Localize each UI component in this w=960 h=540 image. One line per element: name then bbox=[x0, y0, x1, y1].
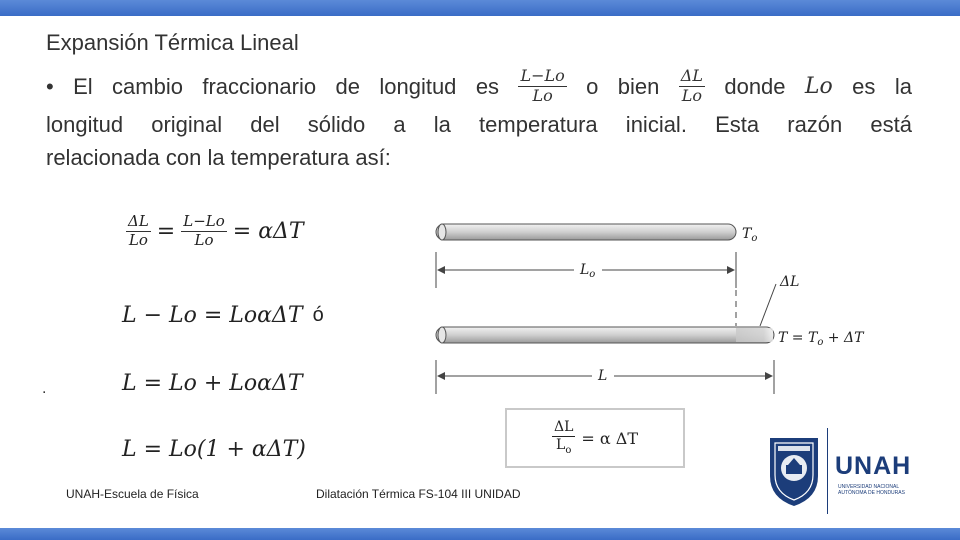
word: El bbox=[73, 73, 93, 99]
word: o bbox=[586, 73, 599, 99]
delta-l-leader bbox=[760, 284, 776, 326]
rod-diagram-svg bbox=[424, 210, 894, 400]
fraction-denominator bbox=[556, 437, 571, 456]
box-den-letter: L bbox=[556, 436, 566, 453]
fraction-denominator: Lo bbox=[532, 85, 553, 105]
word: donde bbox=[724, 73, 786, 99]
paragraph-line-3: relacionada con la temperatura así: bbox=[46, 145, 391, 170]
fraction-denominator: Lo bbox=[681, 85, 702, 105]
fraction-denominator: Lo bbox=[194, 230, 214, 249]
label-delta-l: ΔL bbox=[780, 274, 800, 290]
original-rod bbox=[436, 224, 736, 240]
footer-school: UNAH-Escuela de Física bbox=[66, 487, 199, 501]
equation-final-length: L = Lo + LoαΔT bbox=[122, 371, 303, 396]
university-seal-logo bbox=[766, 432, 822, 513]
word: es bbox=[852, 73, 876, 99]
fraction-delta-l-over-l0 bbox=[679, 65, 705, 105]
bullet: • bbox=[46, 73, 54, 99]
logo-subtitle: UNIVERSIDAD NACIONAL AUTÓNOMA DE HONDURAS bbox=[838, 484, 905, 496]
expanded-rod bbox=[436, 327, 774, 343]
fraction-numerator: ΔL bbox=[128, 212, 149, 230]
box-den-sub: o bbox=[565, 444, 572, 456]
fraction-numerator: ΔL bbox=[553, 419, 574, 435]
fraction-numerator: ΔL bbox=[680, 65, 703, 85]
equals-sign: = bbox=[156, 218, 176, 244]
label-l: L bbox=[598, 368, 608, 384]
slide-title: Expansión Térmica Lineal bbox=[46, 30, 299, 55]
logo-divider bbox=[827, 428, 828, 514]
equation-ratio bbox=[126, 214, 304, 249]
top-accent-bar bbox=[0, 0, 960, 16]
fraction-delta-l bbox=[126, 214, 151, 249]
fraction-fractional-change bbox=[518, 65, 566, 105]
rod-expansion-diagram bbox=[424, 210, 894, 405]
box-fraction bbox=[552, 420, 575, 456]
word: de bbox=[335, 73, 360, 99]
box-rhs: = α ΔT bbox=[581, 428, 639, 448]
variable-l0: Lo bbox=[804, 73, 833, 99]
paragraph-line-1 bbox=[46, 64, 912, 108]
word: fraccionario bbox=[202, 73, 317, 99]
equation-final-length-factored: L = Lo(1 + αΔT) bbox=[122, 437, 306, 462]
label-temperature: $T = T_o + \Delta T$ bbox=[778, 330, 864, 348]
word: la bbox=[894, 73, 912, 99]
equation-text: L − Lo = LoαΔT bbox=[122, 303, 303, 328]
fraction-numerator: L−Lo bbox=[520, 65, 565, 85]
footer-course: Dilatación Térmica FS-104 III UNIDAD bbox=[316, 487, 521, 501]
body-paragraph bbox=[46, 64, 912, 174]
word: es bbox=[475, 73, 500, 99]
logo-unah-wordmark: UNAH bbox=[835, 452, 912, 480]
fraction-denominator: Lo bbox=[128, 230, 148, 249]
word: bien bbox=[617, 73, 660, 99]
fraction-l-minus-l0 bbox=[181, 214, 227, 249]
expansion-segment bbox=[736, 328, 773, 342]
fraction-numerator: L−Lo bbox=[183, 212, 225, 230]
rod-end-cap bbox=[438, 327, 446, 343]
bottom-accent-bar bbox=[0, 528, 960, 540]
label-t0: $T_o$ bbox=[742, 226, 758, 244]
paragraph-line-2: longitud original del sólido a la temperatura inicial. Esta razón está bbox=[46, 112, 912, 137]
rod-end-cap bbox=[438, 224, 446, 240]
formula-box bbox=[505, 408, 685, 468]
equation-length-change bbox=[122, 303, 324, 328]
word: cambio bbox=[112, 73, 183, 99]
equation-rhs: = αΔT bbox=[232, 218, 304, 244]
label-l0: $L_o$ bbox=[580, 262, 596, 280]
stray-dot: . bbox=[42, 380, 47, 397]
conjunction-o: ó bbox=[312, 304, 324, 326]
word: longitud bbox=[379, 73, 457, 99]
